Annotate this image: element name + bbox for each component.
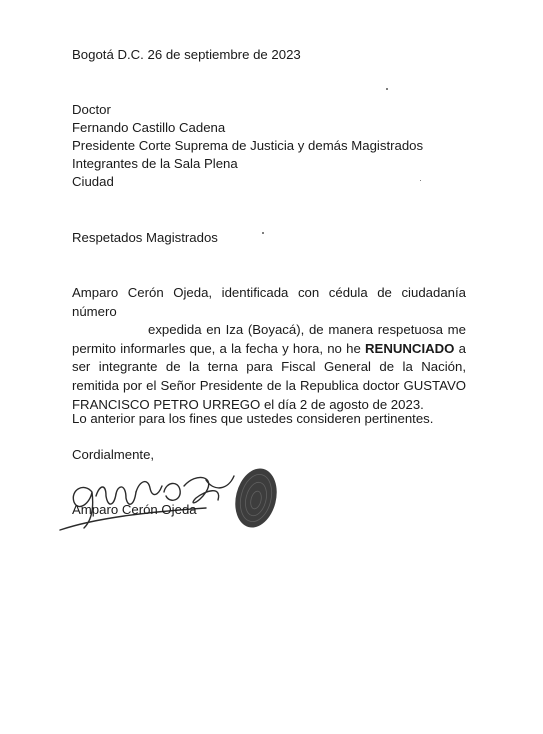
- body-paragraph-1: [72, 284, 466, 414]
- body-p1-part1: Amparo Cerón Ojeda, identificada con cédula de ciudadanía número: [72, 285, 466, 319]
- scan-speck: [420, 180, 421, 181]
- body-p1-part2: expedida en Iza (Boyacá), de manera respetuosa me permito informarles que, a la fecha y hora, no he: [72, 322, 466, 356]
- recipient-name: Fernando Castillo Cadena: [72, 120, 226, 135]
- fingerprint-icon: [229, 464, 282, 532]
- recipient-group: Integrantes de la Sala Plena: [72, 156, 238, 171]
- recipient-position: Presidente Corte Suprema de Justicia y demás Magistrados: [72, 138, 424, 153]
- closing: Cordialmente,: [72, 447, 155, 462]
- scan-speck: [386, 88, 388, 90]
- recipient-city: Ciudad: [72, 174, 114, 189]
- date-line: Bogotá D.C. 26 de septiembre de 2023: [72, 47, 301, 62]
- salutation: Respetados Magistrados: [72, 230, 218, 245]
- body-p1-emphasis: RENUNCIADO: [365, 340, 455, 356]
- signer-name: Amparo Cerón Ojeda: [72, 502, 197, 517]
- scan-speck: [262, 232, 264, 234]
- body-paragraph-2: Lo anterior para los fines que ustedes consideren pertinentes.: [72, 411, 434, 426]
- recipient-title: Doctor: [72, 102, 111, 117]
- body-p1-part3: a ser integrante de la terna para Fiscal General de la Nación, remitida por el Señor Presidente de la Republica doctor GUSTAVO FRANCISCO PETRO URREGO el día 2 de agosto de 2023.: [72, 340, 466, 412]
